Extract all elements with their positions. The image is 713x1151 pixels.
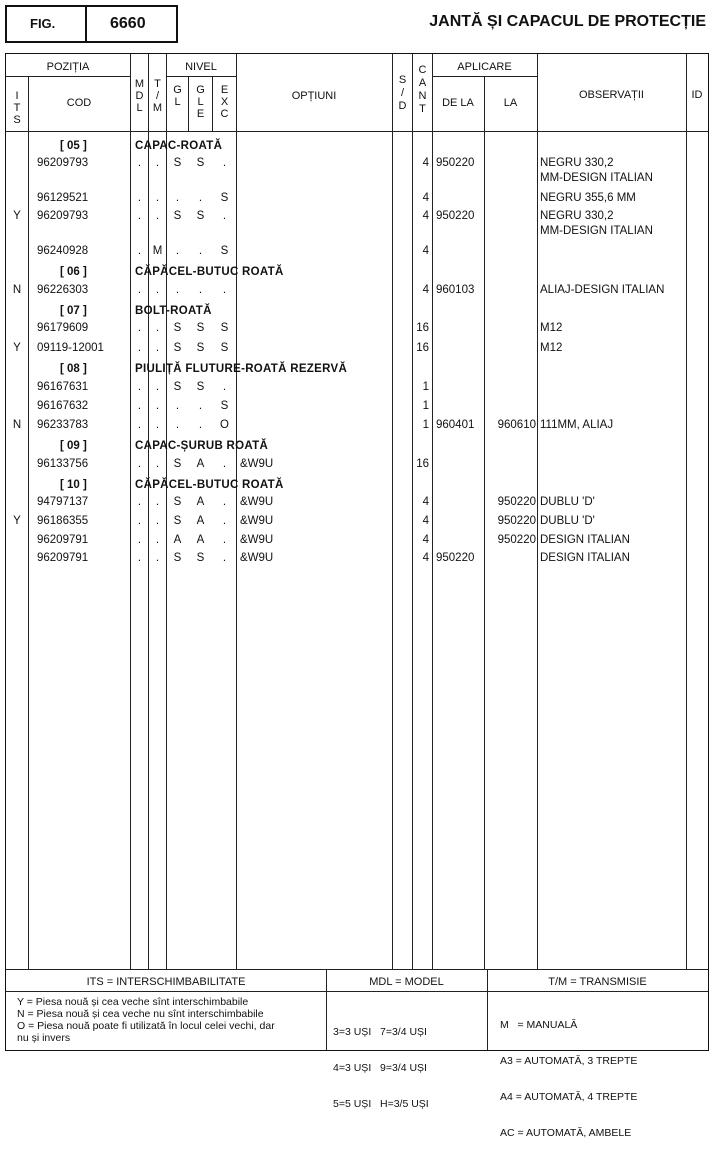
group-position: [ 06 ] [60, 266, 87, 278]
cell-gle: S [196, 342, 205, 354]
cell-mdl: . [137, 245, 142, 257]
cell-gle: S [196, 322, 205, 334]
legend-title-line [6, 991, 708, 992]
header-sd-char: D [398, 100, 407, 112]
nivel-underline [166, 76, 236, 77]
cell-tm: . [155, 157, 160, 169]
header-bottom-line [6, 131, 708, 132]
header-cant-char: A [418, 77, 427, 89]
cell-tm: . [155, 322, 160, 334]
header-gle [189, 84, 212, 120]
cell-gle: S [196, 210, 205, 222]
cell-tm: . [155, 192, 160, 204]
cell-tm: . [155, 419, 160, 431]
cell-gle: S [196, 552, 205, 564]
header-cant-char: C [418, 64, 427, 76]
cell-mdl: . [137, 552, 142, 564]
cell-exc: . [222, 496, 227, 508]
cell-exc: . [222, 515, 227, 527]
cell-exc: S [220, 192, 229, 204]
cell-cant: 1 [422, 419, 429, 431]
group-name: CAPAC-ROATĂ [135, 140, 223, 152]
header-gle-char: L [197, 96, 204, 108]
legend-top-line [6, 969, 708, 970]
cell-exc: . [222, 284, 227, 296]
cell-gle: . [198, 245, 203, 257]
cell-mdl: . [137, 515, 142, 527]
cell-obs: DESIGN ITALIAN [540, 534, 630, 546]
cell-obs-line2: MM-DESIGN ITALIAN [540, 225, 653, 237]
group-name: BOLT-ROATĂ [135, 305, 212, 317]
col-line [686, 54, 687, 969]
legend-its-line: Y = Piesa nouă și cea veche sînt interschimbabile [17, 996, 249, 1008]
cell-cod: 96179609 [37, 322, 89, 334]
cell-its: Y [13, 342, 21, 354]
header-sd-char: / [400, 87, 405, 99]
cell-cant: 4 [422, 552, 429, 564]
cell-tm: . [155, 381, 160, 393]
cell-gle: S [196, 157, 205, 169]
cell-gle: S [196, 381, 205, 393]
page-title: JANTĂ ȘI CAPACUL DE PROTECȚIE [429, 13, 706, 30]
cell-obs: DUBLU 'D' [540, 496, 595, 508]
cell-obs: NEGRU 330,2 [540, 157, 614, 169]
legend-tm-line: M = MANUALĂ [500, 1019, 578, 1031]
cell-gle: A [196, 515, 205, 527]
legend-its-list [17, 996, 275, 1044]
cell-gle: . [198, 284, 203, 296]
cell-cant: 4 [422, 157, 429, 169]
cell-exc: . [222, 157, 227, 169]
cell-mdl: . [137, 322, 142, 334]
cell-cant: 4 [422, 245, 429, 257]
header-exc-char: E [220, 84, 229, 96]
cell-gl: . [175, 284, 180, 296]
cell-gl: S [173, 552, 182, 564]
cell-gl: . [175, 192, 180, 204]
header-observatii: OBSERVAȚII [578, 89, 644, 101]
cell-obs: DESIGN ITALIAN [540, 552, 630, 564]
legend-mdl-line: 5=5 UȘI H=3/5 UȘI [333, 1098, 429, 1110]
cell-its: Y [13, 515, 21, 527]
cell-opt: &W9U [240, 552, 274, 564]
cell-cant: 16 [416, 322, 429, 334]
legend-its-title: ITS = INTERSCHIMBABILITATE [86, 976, 246, 988]
header-la: LA [503, 97, 518, 109]
header-cant-char: N [418, 90, 427, 102]
cell-la: 950220 [497, 496, 536, 508]
legend-mdl-title: MDL = MODEL [369, 976, 444, 988]
cell-gl: S [173, 515, 182, 527]
cell-its: Y [13, 210, 21, 222]
cell-gl: S [173, 157, 182, 169]
header-tm [149, 78, 166, 114]
header-optiuni: OPȚIUNI [291, 90, 337, 102]
group-position: [ 10 ] [60, 479, 87, 491]
legend-mdl-list [333, 1002, 429, 1122]
cell-cant: 4 [422, 534, 429, 546]
col-line [392, 54, 393, 969]
header-gl-char: L [174, 96, 181, 108]
cell-gl: . [175, 419, 180, 431]
cell-gl: S [173, 496, 182, 508]
cell-opt: &W9U [240, 496, 274, 508]
cell-gle: A [196, 496, 205, 508]
cell-tm: . [155, 552, 160, 564]
cell-obs: ALIAJ-DESIGN ITALIAN [540, 284, 665, 296]
group-position: [ 07 ] [60, 305, 87, 317]
cell-opt: &W9U [240, 458, 274, 470]
cell-cod: 96133756 [37, 458, 89, 470]
cell-la: 950220 [497, 534, 536, 546]
header-cant [413, 64, 432, 116]
cell-mdl: . [137, 192, 142, 204]
group-position: [ 09 ] [60, 440, 87, 452]
cell-tm: . [155, 515, 160, 527]
header-id: ID [691, 89, 703, 101]
cell-obs: NEGRU 355,6 MM [540, 192, 636, 204]
header-tm-char: T [154, 78, 161, 90]
cell-obs-line2: MM-DESIGN ITALIAN [540, 172, 653, 184]
col-line [432, 54, 433, 969]
header-gle-char: G [196, 84, 205, 96]
header-cod: COD [66, 97, 92, 109]
header-mdl [131, 78, 148, 114]
cell-exc: O [220, 419, 229, 431]
cell-cod: 96209793 [37, 210, 89, 222]
cell-mdl: . [137, 381, 142, 393]
cell-gl: . [175, 400, 180, 412]
cell-exc: S [220, 342, 229, 354]
header-pozitia: POZIȚIA [46, 61, 90, 73]
header-tm-char: M [152, 102, 163, 114]
group-name: CĂPĂCEL-BUTUC ROATĂ [135, 266, 284, 278]
fig-number: 6660 [110, 15, 146, 32]
cell-tm: . [155, 534, 160, 546]
cell-la: 950220 [497, 515, 536, 527]
legend-tm-line: AC = AUTOMATĂ, AMBELE [500, 1127, 632, 1139]
cell-mdl: . [137, 534, 142, 546]
legend-tm-title: T/M = TRANSMISIE [548, 976, 647, 988]
pozitia-underline [6, 76, 131, 77]
col-line [28, 77, 29, 969]
group-name: PIULIȚĂ FLUTURE-ROATĂ REZERVĂ [135, 363, 348, 375]
legend-mdl-line: 4=3 UȘI 9=3/4 UȘI [333, 1062, 427, 1074]
group-name: CAPAC-ȘURUB ROATĂ [135, 440, 269, 452]
fig-label: FIG. [30, 16, 56, 31]
legend-tm-list [500, 995, 637, 1151]
cell-gl: . [175, 245, 180, 257]
cell-tm: . [155, 496, 160, 508]
cell-dela: 960103 [436, 284, 475, 296]
cell-gl: S [173, 210, 182, 222]
cell-gl: S [173, 458, 182, 470]
group-position: [ 05 ] [60, 140, 87, 152]
cell-mdl: . [137, 496, 142, 508]
cell-gl: S [173, 342, 182, 354]
cell-cod: 96233783 [37, 419, 89, 431]
cell-cod: 96209791 [37, 552, 89, 564]
cell-mdl: . [137, 284, 142, 296]
cell-gle: . [198, 419, 203, 431]
cell-tm: . [155, 210, 160, 222]
cell-gle: . [198, 192, 203, 204]
cell-cant: 1 [422, 400, 429, 412]
header-sd-char: S [398, 74, 407, 86]
legend-mdl-line: 3=3 UȘI 7=3/4 UȘI [333, 1026, 427, 1038]
cell-cant: 4 [422, 210, 429, 222]
header-gl-char: G [173, 84, 182, 96]
cell-obs: M12 [540, 322, 563, 334]
cell-gl: S [173, 381, 182, 393]
cell-cod: 96186355 [37, 515, 89, 527]
legend-its-line: N = Piesa nouă și cea veche nu sînt interschimbabile [17, 1008, 264, 1020]
header-its-char: T [13, 102, 21, 114]
header-its-char: S [13, 114, 21, 126]
cell-exc: . [222, 210, 227, 222]
cell-cant: 4 [422, 192, 429, 204]
header-mdl-char: L [136, 102, 143, 114]
cell-cant: 1 [422, 381, 429, 393]
cell-cod: 96167632 [37, 400, 89, 412]
header-its-char: I [15, 90, 19, 102]
cell-mdl: . [137, 210, 142, 222]
header-gl [167, 84, 188, 108]
cell-cod: 96167631 [37, 381, 89, 393]
cell-cant: 16 [416, 342, 429, 354]
cell-dela: 950220 [436, 552, 475, 564]
header-exc-char: C [220, 108, 229, 120]
header-aplicare: APLICARE [457, 61, 512, 73]
header-exc-char: X [220, 96, 229, 108]
cell-its: N [12, 419, 22, 431]
header-nivel: NIVEL [185, 61, 217, 73]
cell-gl: A [173, 534, 182, 546]
cell-dela: 960401 [436, 419, 475, 431]
cell-tm: M [152, 245, 163, 257]
cell-exc: . [222, 458, 227, 470]
cell-cod: 96209793 [37, 157, 89, 169]
legend-tm-line: A3 = AUTOMATĂ, 3 TREPTE [500, 1055, 638, 1067]
col-line [484, 77, 485, 969]
cell-gle: A [196, 534, 205, 546]
cell-exc: . [222, 381, 227, 393]
cell-mdl: . [137, 342, 142, 354]
cell-gle: A [196, 458, 205, 470]
cell-mdl: . [137, 400, 142, 412]
header-mdl-char: M [134, 78, 145, 90]
group-name: CĂPĂCEL-BUTUC ROATĂ [135, 479, 284, 491]
cell-opt: &W9U [240, 534, 274, 546]
header-exc [213, 84, 236, 120]
cell-mdl: . [137, 458, 142, 470]
cell-cod: 96226303 [37, 284, 89, 296]
cell-cod: 09119-12001 [37, 342, 104, 354]
header-sd [393, 74, 412, 113]
cell-mdl: . [137, 419, 142, 431]
cell-la: 960610 [497, 419, 536, 431]
legend-its-line: nu și invers [17, 1032, 71, 1044]
cell-cod: 96209791 [37, 534, 89, 546]
header-de-la: DE LA [442, 97, 474, 109]
cell-cant: 16 [416, 458, 429, 470]
cell-exc: . [222, 534, 227, 546]
header-cant-char: T [419, 103, 426, 115]
cell-cant: 4 [422, 515, 429, 527]
cell-cant: 4 [422, 496, 429, 508]
col-line [236, 54, 237, 969]
cell-cod: 94797137 [37, 496, 89, 508]
cell-mdl: . [137, 157, 142, 169]
header-its [8, 90, 26, 126]
cell-tm: . [155, 458, 160, 470]
cell-exc: S [220, 400, 229, 412]
cell-obs: M12 [540, 342, 563, 354]
cell-its: N [12, 284, 22, 296]
header-mdl-char: D [135, 90, 144, 102]
header-tm-char: / [155, 90, 160, 102]
cell-gl: S [173, 322, 182, 334]
cell-opt: &W9U [240, 515, 274, 527]
cell-exc: . [222, 552, 227, 564]
cell-obs: DUBLU 'D' [540, 515, 595, 527]
cell-cod: 96240928 [37, 245, 89, 257]
cell-obs: NEGRU 330,2 [540, 210, 614, 222]
legend-tm-line: A4 = AUTOMATĂ, 4 TREPTE [500, 1091, 638, 1103]
header-gle-char: E [196, 108, 205, 120]
cell-tm: . [155, 400, 160, 412]
cell-obs: 111MM, ALIAJ [540, 419, 614, 431]
legend-its-line: O = Piesa nouă poate fi utilizată în locul celei vechi, dar [17, 1020, 275, 1032]
cell-exc: S [220, 245, 229, 257]
cell-cant: 4 [422, 284, 429, 296]
col-line [537, 54, 538, 969]
cell-cod: 96129521 [37, 192, 89, 204]
group-position: [ 08 ] [60, 363, 87, 375]
cell-exc: S [220, 322, 229, 334]
cell-dela: 950220 [436, 157, 475, 169]
cell-tm: . [155, 342, 160, 354]
cell-gle: . [198, 400, 203, 412]
cell-tm: . [155, 284, 160, 296]
cell-dela: 950220 [436, 210, 475, 222]
